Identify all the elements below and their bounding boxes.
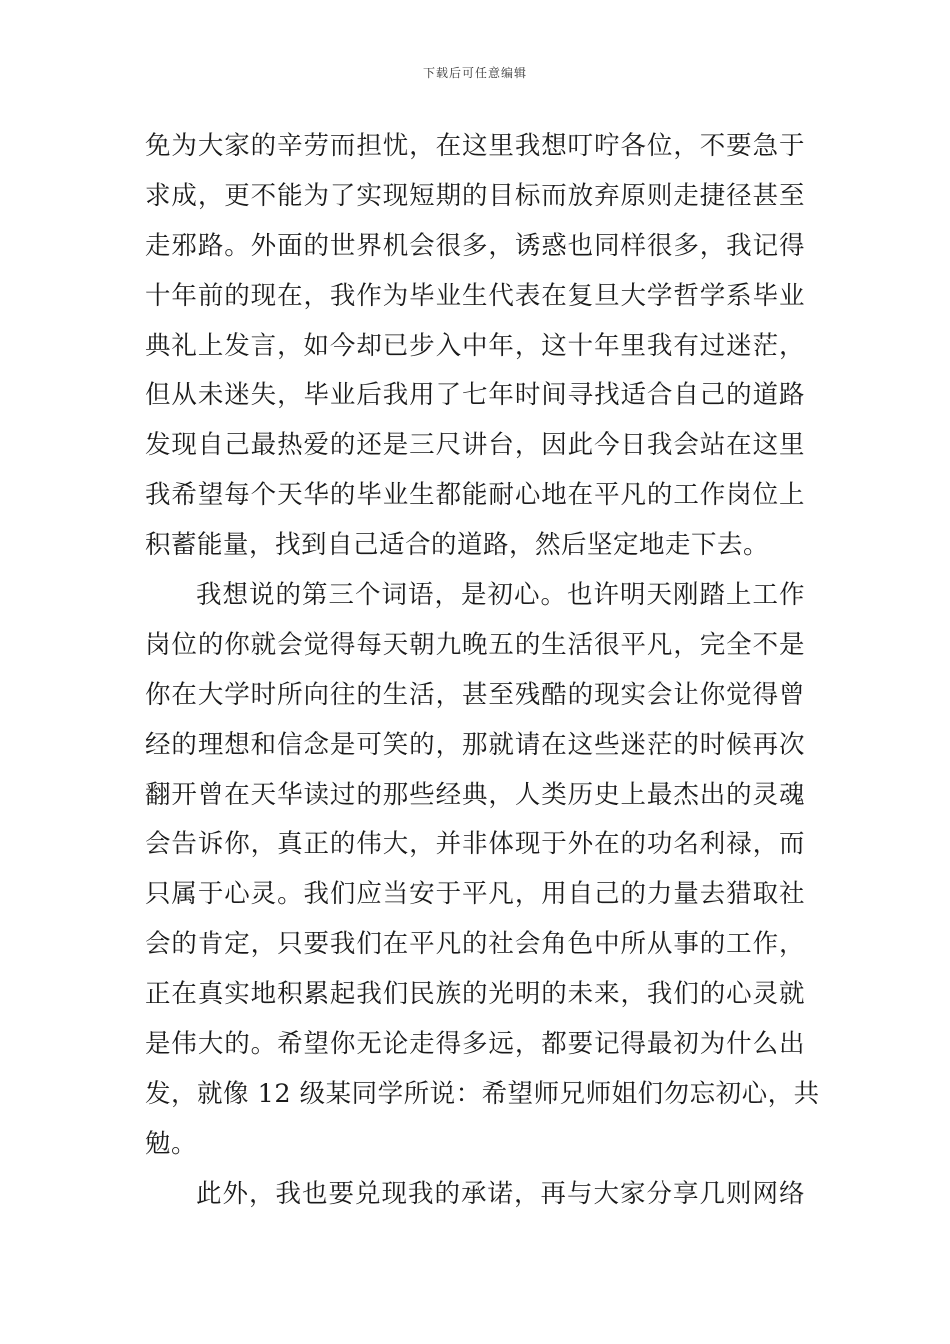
document-body [145,122,820,1220]
text-line: 经的理想和信念是可笑的，那就请在这些迷茫的时候再次 [145,729,805,760]
text-line: 翻开曾在天华读过的那些经典，人类历史上最杰出的灵魂 [145,779,805,810]
text-line: 发，就像 12 级某同学所说：希望师兄师姐们勿忘初心，共 [145,1078,820,1109]
paragraph-3 [145,1170,805,1220]
text-line: 我想说的第三个词语，是初心。也许明天刚踏上工作 [196,580,805,611]
text-line: 求成，更不能为了实现短期的目标而放弃原则走捷径甚至 [145,180,805,211]
text-line: 此外，我也要兑现我的承诺，再与大家分享几则网络 [196,1178,805,1209]
text-line: 岗位的你就会觉得每天朝九晚五的生活很平凡，完全不是 [145,629,805,660]
page-header: 下载后可任意编辑 [422,66,527,80]
paragraph-1 [145,122,805,571]
text-line: 典礼上发言，如今却已步入中年，这十年里我有过迷茫， [145,330,805,361]
text-line: 正在真实地积累起我们民族的光明的未来，我们的心灵就 [145,979,805,1010]
text-line: 免为大家的辛劳而担忧，在这里我想叮咛各位，不要急于 [145,131,805,161]
text-line: 会的肯定，只要我们在平凡的社会角色中所从事的工作， [145,929,805,960]
text-line: 勉。 [145,1128,198,1159]
text-line: 走邪路。外面的世界机会很多，诱惑也同样很多，我记得 [145,230,805,261]
text-line: 但从未迷失，毕业后我用了七年时间寻找适合自己的道路 [145,380,805,411]
text-line: 只属于心灵。我们应当安于平凡，用自己的力量去猎取社 [145,879,805,910]
text-line: 发现自己最热爱的还是三尺讲台，因此今日我会站在这里 [145,430,805,461]
text-line: 我希望每个天华的毕业生都能耐心地在平凡的工作岗位上 [145,480,805,511]
text-line: 会告诉你，真正的伟大，并非体现于外在的功名利禄，而 [145,829,805,860]
text-line: 是伟大的。希望你无论走得多远，都要记得最初为什么出 [145,1029,805,1060]
paragraph-2 [145,571,820,1170]
text-line: 十年前的现在，我作为毕业生代表在复旦大学哲学系毕业 [145,280,805,311]
text-line: 积蓄能量，找到自己适合的道路，然后坚定地走下去。 [145,530,770,561]
text-line: 你在大学时所向往的生活，甚至残酷的现实会让你觉得曾 [145,679,805,710]
